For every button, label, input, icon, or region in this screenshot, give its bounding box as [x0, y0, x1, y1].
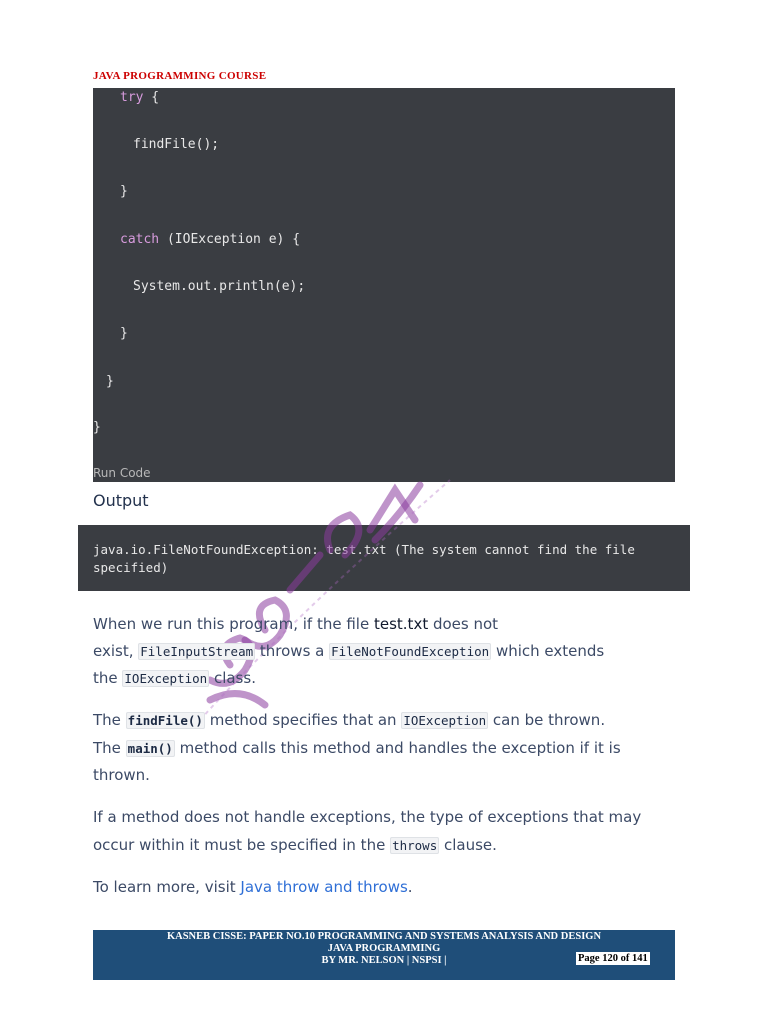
output-block [78, 525, 690, 591]
paragraph-1-line-2 [93, 641, 604, 662]
paragraph-3-line-1: If a method does not handle exceptions, the type of exceptions that may [93, 808, 642, 826]
code-line [133, 279, 305, 294]
course-title: JAVA PROGRAMMING COURSE [93, 70, 267, 82]
code-line [93, 420, 101, 435]
paragraph-3-line-2 [93, 835, 497, 856]
footer-line-2: JAVA PROGRAMMING [327, 943, 441, 954]
code-line [120, 326, 128, 341]
code-block [93, 88, 675, 482]
page-number: Page 120 of 141 [578, 953, 648, 964]
inline-code: FileInputStream [140, 644, 254, 659]
code-text: findFile(); [133, 137, 220, 152]
text: the [93, 669, 123, 687]
inline-code: main() [127, 741, 173, 756]
java-throw-link[interactable]: Java throw and throws [240, 878, 408, 896]
code-keyword: catch [120, 232, 160, 247]
code-line [106, 374, 114, 389]
watermark-stamp [170, 470, 470, 730]
text: method calls this method and handles the exception if it is [174, 739, 621, 757]
inline-code: FileNotFoundException [331, 644, 490, 659]
text: clause. [439, 836, 497, 854]
paragraph-1-line-3 [93, 668, 256, 689]
footer-line-1: KASNEB CISSE: PAPER NO.10 PROGRAMMING AND SYSTEMS ANALYSIS AND DESIGN [166, 931, 602, 942]
code-text: } [106, 374, 114, 389]
filename-text: test.txt [373, 615, 429, 633]
paragraph-2-line-3: thrown. [93, 766, 150, 784]
code-line [120, 184, 128, 199]
inline-code: findFile() [127, 713, 203, 728]
inline-code: IOException [403, 713, 487, 728]
page-footer [93, 930, 675, 980]
paragraph-2-line-1 [93, 710, 605, 731]
text: does not [428, 615, 499, 633]
code-text: } [120, 326, 128, 341]
paragraph-2-line-2 [93, 738, 621, 759]
text: When we run this program, if the file [93, 615, 374, 633]
text: To learn more, visit [93, 878, 241, 896]
code-line [133, 137, 219, 152]
code-text: { [143, 90, 160, 105]
code-text: (IOException e) { [159, 232, 301, 247]
output-heading: Output [93, 491, 149, 510]
code-line [120, 90, 159, 105]
text: class. [209, 669, 256, 687]
run-code-link[interactable]: Run Code [93, 466, 151, 480]
output-line: specified) [93, 560, 169, 575]
code-keyword: try [120, 90, 144, 105]
paragraph-4 [93, 877, 413, 897]
text: The [93, 711, 126, 729]
inline-code: IOException [124, 671, 208, 686]
text: . [407, 878, 413, 896]
text: throws a [255, 642, 330, 660]
code-text: } [120, 184, 128, 199]
text: exist, [93, 642, 139, 660]
text: can be thrown. [488, 711, 606, 729]
text: which extends [491, 642, 605, 660]
text: The [93, 739, 126, 757]
output-line: java.io.FileNotFoundException: test.txt (The system cannot find the file [93, 542, 635, 557]
text: occur within it must be specified in the [93, 836, 391, 854]
inline-code: throws [392, 838, 438, 853]
paragraph-1-line-1 [93, 614, 498, 634]
code-text: } [93, 420, 101, 435]
code-text: System.out.println(e); [133, 279, 306, 294]
code-line [120, 232, 300, 247]
footer-line-3: BY MR. NELSON | NSPSI | [321, 955, 447, 966]
text: method specifies that an [204, 711, 402, 729]
